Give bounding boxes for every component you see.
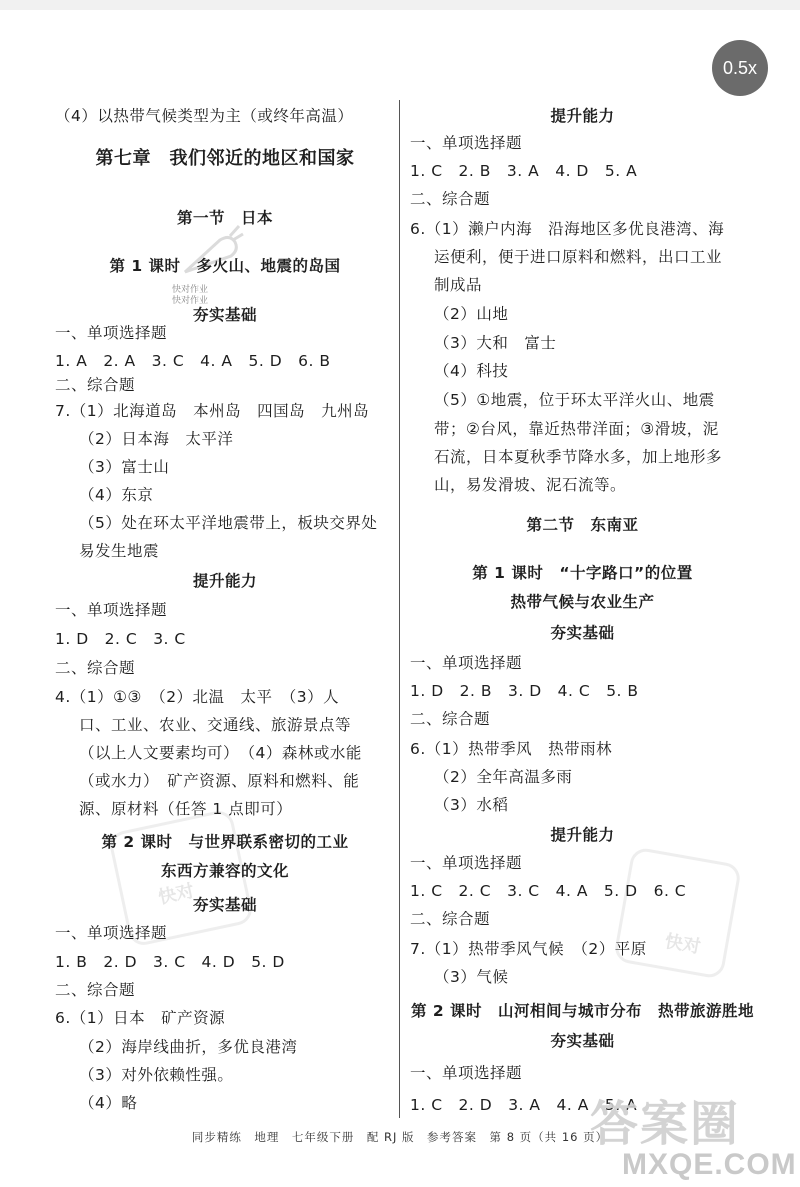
left-text-line: 二、综合题 — [55, 376, 136, 394]
left-text-line: 第一节 日本 — [176, 209, 273, 227]
right-text-line: 1. C 2. B 3. A 4. D 5. A — [410, 162, 638, 180]
right-text-line: （3）大和 富士 — [434, 334, 557, 352]
watermark-small-line: 快对作业 — [172, 296, 209, 306]
right-text-line: 第二节 东南亚 — [526, 516, 639, 534]
watermark-url: MXQE.COM — [622, 1148, 797, 1181]
left-text-line: （2）海岸线曲折，多优良港湾 — [79, 1038, 298, 1056]
watermark-stamp-right-text: 快对 — [663, 931, 703, 958]
right-text-line: 一、单项选择题 — [410, 1064, 523, 1082]
right-text-line: 提升能力 — [550, 107, 615, 125]
right-text-line: （4）科技 — [434, 362, 509, 380]
left-text-line: 一、单项选择题 — [55, 924, 168, 942]
right-text-line: 6.（1）热带季风 热带雨林 — [410, 740, 613, 758]
right-column — [410, 100, 755, 1130]
left-text-line: （或水力） 矿产资源、原料和燃料、能 — [79, 772, 360, 790]
left-text-line: 一、单项选择题 — [55, 601, 168, 619]
right-text-line: （5）①地震，位于环太平洋火山、地震 — [434, 391, 715, 409]
top-toolbar-strip — [0, 0, 800, 10]
right-text-line: 1. D 2. B 3. D 4. C 5. B — [410, 682, 639, 700]
left-text-line: 6.（1）日本 矿产资源 — [55, 1009, 226, 1027]
left-text-line: 提升能力 — [192, 572, 257, 590]
right-text-line: 一、单项选择题 — [410, 654, 523, 672]
right-text-line: 6.（1）濑户内海 沿海地区多优良港湾、海 — [410, 220, 725, 238]
left-text-line: （4）略 — [79, 1094, 138, 1112]
right-text-line: 一、单项选择题 — [410, 854, 523, 872]
right-text-line: 二、综合题 — [410, 190, 491, 208]
right-text-line: 夯实基础 — [550, 624, 615, 642]
right-text-line: 7.（1）热带季风气候 （2）平原 — [410, 940, 647, 958]
right-text-line: 二、综合题 — [410, 710, 491, 728]
right-text-line: 运便利，便于进口原料和燃料，出口工业 — [434, 248, 723, 266]
left-text-line: 第 1 课时 多火山、地震的岛国 — [109, 257, 341, 275]
left-text-line: 源、原材料（任答 1 点即可） — [79, 800, 293, 818]
right-text-line: 第 1 课时 “十字路口”的位置 — [472, 564, 693, 582]
left-text-line: 4.（1）①③ （2）北温 太平 （3）人 — [55, 688, 340, 706]
right-text-line: （2）全年高温多雨 — [434, 768, 573, 786]
right-text-line: （3）水稻 — [434, 796, 509, 814]
left-text-line: 1. B 2. D 3. C 4. D 5. D — [55, 953, 285, 971]
page-footer: 同步精练 地理 七年级下册 配 RJ 版 参考答案 第 8 页（共 16 页） — [191, 1130, 609, 1144]
right-text-line: 第 2 课时 山河相间与城市分布 热带旅游胜地 — [410, 1002, 755, 1020]
left-text-line: 东西方兼容的文化 — [160, 862, 289, 880]
left-text-line: 二、综合题 — [55, 659, 136, 677]
left-text-line: 一、单项选择题 — [55, 324, 168, 342]
left-text-line: （5）处在环太平洋地震带上，板块交界处 — [79, 514, 378, 532]
left-text-line: （以上人文要素均可） （4）森林或水能 — [79, 744, 362, 762]
left-text-line: 第七章 我们邻近的地区和国家 — [95, 148, 355, 169]
left-text-line: （3）对外依赖性强。 — [79, 1066, 234, 1084]
right-text-line: 带；②台风，靠近热带洋面；③滑坡，泥 — [434, 420, 719, 438]
left-text-line: 口、工业、农业、交通线、旅游景点等 — [79, 716, 352, 734]
right-text-line: 1. C 2. C 3. C 4. A 5. D 6. C — [410, 882, 687, 900]
left-text-line: （4）东京 — [79, 486, 154, 504]
left-text-line: （3）富士山 — [79, 458, 170, 476]
left-text-line: 1. A 2. A 3. C 4. A 5. D 6. B — [55, 352, 331, 370]
right-text-line: 提升能力 — [550, 826, 615, 844]
left-text-line: （4）以热带气候类型为主（或终年高温） — [55, 107, 354, 125]
column-divider — [399, 100, 400, 1118]
left-text-line: （2）日本海 太平洋 — [79, 430, 234, 448]
right-text-line: 夯实基础 — [550, 1032, 615, 1050]
right-text-line: 石流，日本夏秋季节降水多，加上地形多 — [434, 448, 723, 466]
left-text-line: 夯实基础 — [192, 306, 257, 324]
right-text-line: 1. C 2. D 3. A 4. A 5. A — [410, 1096, 638, 1114]
watermark-small-line: 快对作业 — [172, 285, 209, 295]
zoom-level-button[interactable]: 0.5x — [712, 40, 768, 96]
watermark-logo-text: 答案圈 — [590, 1096, 741, 1152]
right-text-line: 热带气候与农业生产 — [510, 593, 655, 611]
right-text-line: 二、综合题 — [410, 910, 491, 928]
left-text-line: 1. D 2. C 3. C — [55, 630, 186, 648]
right-text-line: 山，易发滑坡、泥石流等。 — [434, 476, 627, 494]
right-text-line: （3）气候 — [434, 968, 509, 986]
left-column — [55, 100, 395, 1130]
left-text-line: 7.（1）北海道岛 本州岛 四国岛 九州岛 — [55, 402, 370, 420]
left-text-line: 易发生地震 — [79, 542, 160, 560]
left-text-line: 夯实基础 — [192, 896, 257, 914]
left-text-line: 二、综合题 — [55, 981, 136, 999]
right-text-line: 一、单项选择题 — [410, 134, 523, 152]
watermark-stamp-left-text: 快对 — [156, 880, 197, 909]
left-text-line: 第 2 课时 与世界联系密切的工业 — [101, 833, 349, 851]
right-text-line: （2）山地 — [434, 305, 509, 323]
right-text-line: 制成品 — [434, 276, 483, 294]
